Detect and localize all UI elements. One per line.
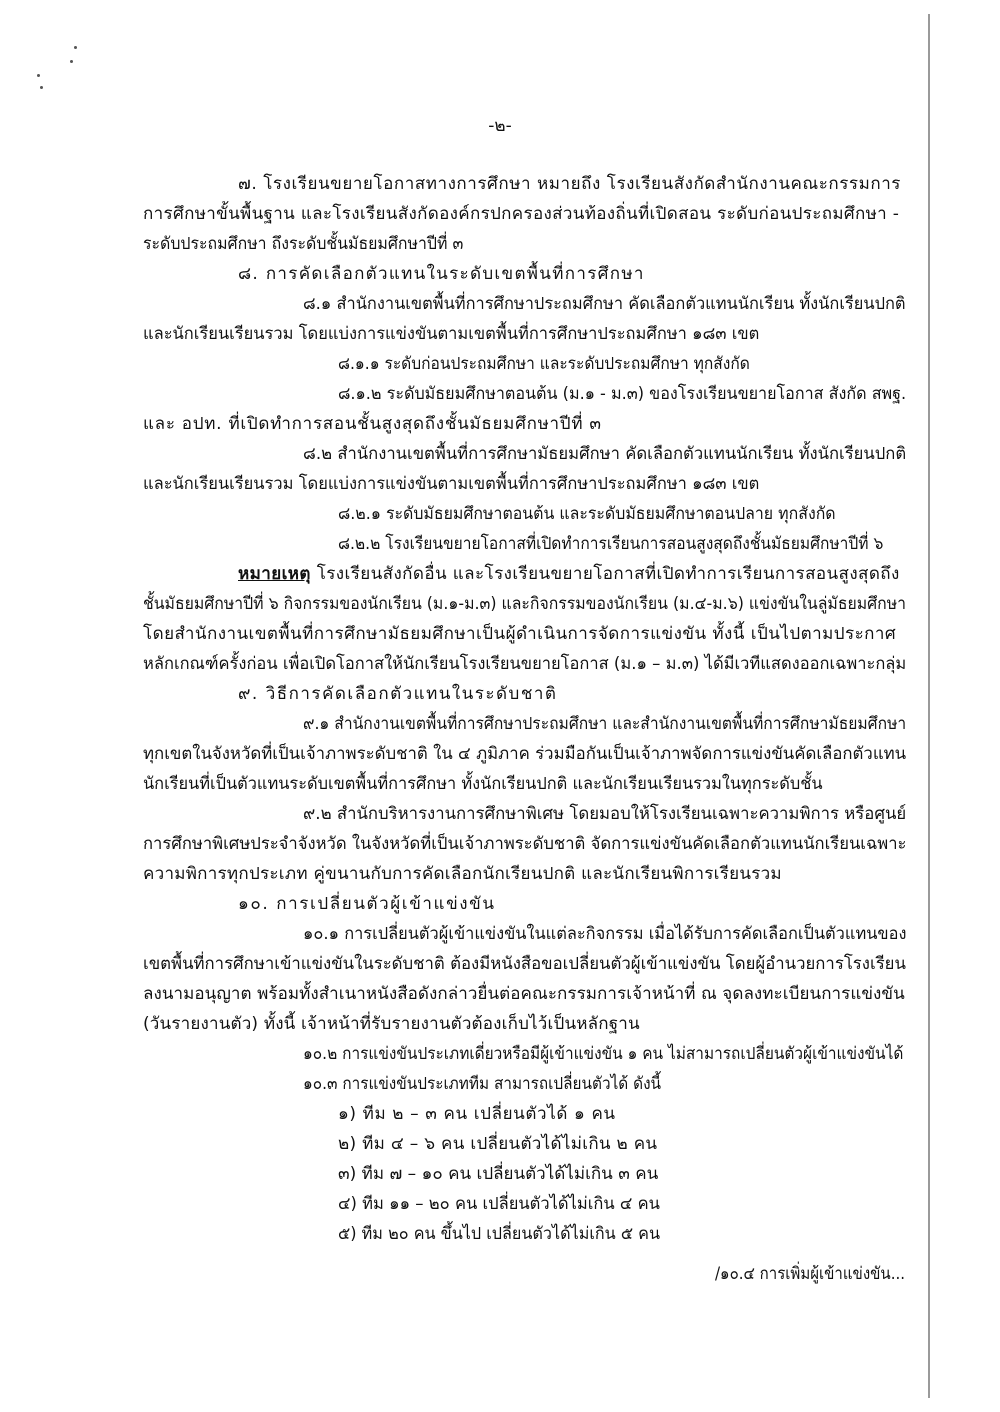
line-text: และ อปท. ที่เปิดทำการสอนชั้นสูงสุดถึงชั้นมัธยมศึกษาปีที่ ๓ — [143, 414, 602, 434]
line-text: ชั้นมัธยมศึกษาปีที่ ๖ กิจกรรมของนักเรียน (ม.๑-ม.๓) และกิจกรรมของนักเรียน (ม.๔-ม.๖) แข่งขันในลู่มัธยมศึกษา — [143, 594, 907, 614]
text-line — [338, 532, 883, 556]
line-text: ๘.๑.๑ ระดับก่อนประถมศึกษา และระดับประถมศึกษา ทุกสังกัด — [338, 354, 750, 374]
line-text: ๘.๑ สำนักงานเขตพื้นที่การศึกษาประถมศึกษา คัดเลือกตัวแทนนักเรียน ทั้งนักเรียนปกติ — [303, 294, 906, 314]
line-text: ๑๐. การเปลี่ยนตัวผู้เข้าแข่งขัน — [238, 894, 496, 914]
text-line — [238, 172, 901, 196]
text-line — [338, 1222, 660, 1246]
text-line — [143, 472, 759, 496]
scan-speck — [70, 60, 73, 63]
scan-speck — [74, 46, 77, 49]
line-text: ๙.๒ สำนักบริหารงานการศึกษาพิเศษ โดยมอบให้โรงเรียนเฉพาะความพิการ หรือศูนย์ — [303, 804, 907, 824]
line-text: ๑) ทีม ๒ – ๓ คน เปลี่ยนตัวได้ ๑ คน — [338, 1104, 616, 1124]
line-text: ทุกเขตในจังหวัดที่เป็นเจ้าภาพระดับชาติ ใน ๔ ภูมิภาค ร่วมมือกันเป็นเจ้าภาพจัดการแข่งขันคัดเลือกตัวแทน — [143, 744, 907, 764]
line-text: การศึกษาพิเศษประจำจังหวัด ในจังหวัดที่เป็นเจ้าภาพระดับชาติ จัดการแข่งขันคัดเลือกตัวแทนนักเรียนเฉพาะ — [143, 834, 907, 854]
text-line — [338, 382, 906, 406]
text-line — [338, 502, 836, 526]
line-text: ลงนามอนุญาต พร้อมทั้งสำเนาหนังสือดังกล่าวยื่นต่อคณะกรรมการเจ้าหน้าที่ ณ จุดลงทะเบียนการแข่งขัน — [143, 984, 905, 1004]
line-text: เขตพื้นที่การศึกษาเข้าแข่งขันในระดับชาติ ต้องมีหนังสือขอเปลี่ยนตัวผู้เข้าแข่งขัน โดยผู้อำนวยการโรงเรียน — [143, 954, 906, 974]
line-text: ๕) ทีม ๒๐ คน ขึ้นไป เปลี่ยนตัวได้ไม่เกิน ๕ คน — [338, 1224, 661, 1244]
page-number: -๒- — [488, 116, 512, 136]
text-line — [143, 622, 896, 646]
line-text: โรงเรียนสังกัดอื่น และโรงเรียนขยายโอกาสที่เปิดทำการเรียนการสอนสูงสุดถึง — [310, 564, 900, 584]
text-line — [238, 262, 645, 286]
text-line — [338, 1102, 616, 1126]
page-edge-line — [928, 14, 930, 1398]
text-line — [303, 1042, 903, 1066]
text-line — [338, 1192, 660, 1216]
line-text: ๗. โรงเรียนขยายโอกาสทางการศึกษา หมายถึง โรงเรียนสังกัดสำนักงานคณะกรรมการ — [238, 174, 901, 194]
text-line — [143, 832, 906, 856]
text-line — [143, 412, 602, 436]
line-text: หลักเกณฑ์ครั้งก่อน เพื่อเปิดโอกาสให้นักเรียนโรงเรียนขยายโอกาส (ม.๑ – ม.๓) ได้มีเวทีแสดงออกเฉพาะกลุ่ม — [143, 654, 907, 674]
line-text: /๑๐.๔ การเพิ่มผู้เข้าแข่งขัน... — [715, 1264, 906, 1284]
line-text: โดยสำนักงานเขตพื้นที่การศึกษามัธยมศึกษาเป็นผู้ดำเนินการจัดการแข่งขัน ทั้งนี้ เป็นไปตามประกาศ — [143, 624, 897, 644]
line-text: ๑๐.๑ การเปลี่ยนตัวผู้เข้าแข่งขันในแต่ละกิจกรรม เมื่อได้รับการคัดเลือกเป็นตัวแทนของ — [303, 924, 907, 944]
line-text: ความพิการทุกประเภท คู่ขนานกับการคัดเลือกนักเรียนปกติ และนักเรียนพิการเรียนรวม — [143, 864, 782, 884]
text-line — [303, 922, 906, 946]
text-line — [143, 592, 906, 616]
text-line — [303, 292, 906, 316]
line-text: และนักเรียนเรียนรวม โดยแบ่งการแข่งขันตามเขตพื้นที่การศึกษาประถมศึกษา ๑๘๓ เขต — [143, 474, 760, 494]
text-line — [238, 892, 496, 916]
text-line — [143, 742, 906, 766]
line-text: ๘.๒ สำนักงานเขตพื้นที่การศึกษามัธยมศึกษา คัดเลือกตัวแทนนักเรียน ทั้งนักเรียนปกติ — [303, 444, 907, 464]
line-text: ๘. การคัดเลือกตัวแทนในระดับเขตพื้นที่การศึกษา — [238, 264, 645, 284]
text-line — [303, 442, 906, 466]
line-text: นักเรียนที่เป็นตัวแทนระดับเขตพื้นที่การศึกษา ทั้งนักเรียนปกติ และนักเรียนเรียนรวมในทุกระดับชั้น — [143, 774, 823, 794]
line-text: การศึกษาขั้นพื้นฐาน และโรงเรียนสังกัดองค์กรปกครองส่วนท้องถิ่นที่เปิดสอน ระดับก่อนประถมศึกษา - — [143, 204, 900, 224]
line-text: ๘.๑.๒ ระดับมัธยมศึกษาตอนต้น (ม.๑ - ม.๓) ของโรงเรียนขยายโอกาส สังกัด สพฐ. — [338, 384, 907, 404]
line-text: ๑๐.๒ การแข่งขันประเภทเดี่ยวหรือมีผู้เข้าแข่งขัน ๑ คน ไม่สามารถเปลี่ยนตัวผู้เข้าแข่งขันได้ — [303, 1044, 904, 1064]
text-line — [143, 862, 782, 886]
text-line — [715, 1262, 905, 1286]
text-line — [303, 1072, 661, 1096]
line-text: ระดับประถมศึกษา ถึงระดับชั้นมัธยมศึกษาปีที่ ๓ — [143, 234, 464, 254]
text-line — [143, 772, 823, 796]
line-text: ๘.๒.๒ โรงเรียนขยายโอกาสที่เปิดทำการเรียนการสอนสูงสุดถึงชั้นมัธยมศึกษาปีที่ ๖ — [338, 534, 884, 554]
text-line — [338, 1162, 658, 1186]
scan-speck — [40, 86, 43, 89]
line-text: ๓) ทีม ๗ – ๑๐ คน เปลี่ยนตัวได้ไม่เกิน ๓ คน — [338, 1164, 659, 1184]
text-line — [303, 712, 906, 736]
text-line — [238, 562, 900, 586]
scan-speck — [37, 74, 40, 77]
line-text: ๘.๒.๑ ระดับมัธยมศึกษาตอนต้น และระดับมัธยมศึกษาตอนปลาย ทุกสังกัด — [338, 504, 836, 524]
line-text: (วันรายงานตัว) ทั้งนี้ เจ้าหน้าที่รับรายงานตัวต้องเก็บไว้เป็นหลักฐาน — [143, 1014, 640, 1034]
text-line — [143, 652, 906, 676]
text-line — [338, 352, 750, 376]
text-line — [143, 232, 463, 256]
text-line — [338, 1132, 657, 1156]
line-text: ๑๐.๓ การแข่งขันประเภททีม สามารถเปลี่ยนตัวได้ ดังนี้ — [303, 1074, 662, 1094]
line-text: และนักเรียนเรียนรวม โดยแบ่งการแข่งขันตามเขตพื้นที่การศึกษาประถมศึกษา ๑๘๓ เขต — [143, 324, 760, 344]
line-text: ๒) ทีม ๔ – ๖ คน เปลี่ยนตัวได้ไม่เกิน ๒ คน — [338, 1134, 658, 1154]
text-line — [143, 982, 905, 1006]
text-line — [143, 322, 759, 346]
line-text: ๙. วิธีการคัดเลือกตัวแทนในระดับชาติ — [238, 684, 558, 704]
text-line — [143, 1012, 640, 1036]
text-line — [303, 802, 906, 826]
text-line — [143, 202, 899, 226]
line-text: ๔) ทีม ๑๑ – ๒๐ คน เปลี่ยนตัวได้ไม่เกิน ๔ คน — [338, 1194, 660, 1214]
note-label: หมายเหตุ — [238, 564, 311, 584]
text-line — [238, 682, 557, 706]
line-text: ๙.๑ สำนักงานเขตพื้นที่การศึกษาประถมศึกษา และสำนักงานเขตพื้นที่การศึกษามัธยมศึกษา — [303, 714, 907, 734]
text-line — [143, 952, 906, 976]
